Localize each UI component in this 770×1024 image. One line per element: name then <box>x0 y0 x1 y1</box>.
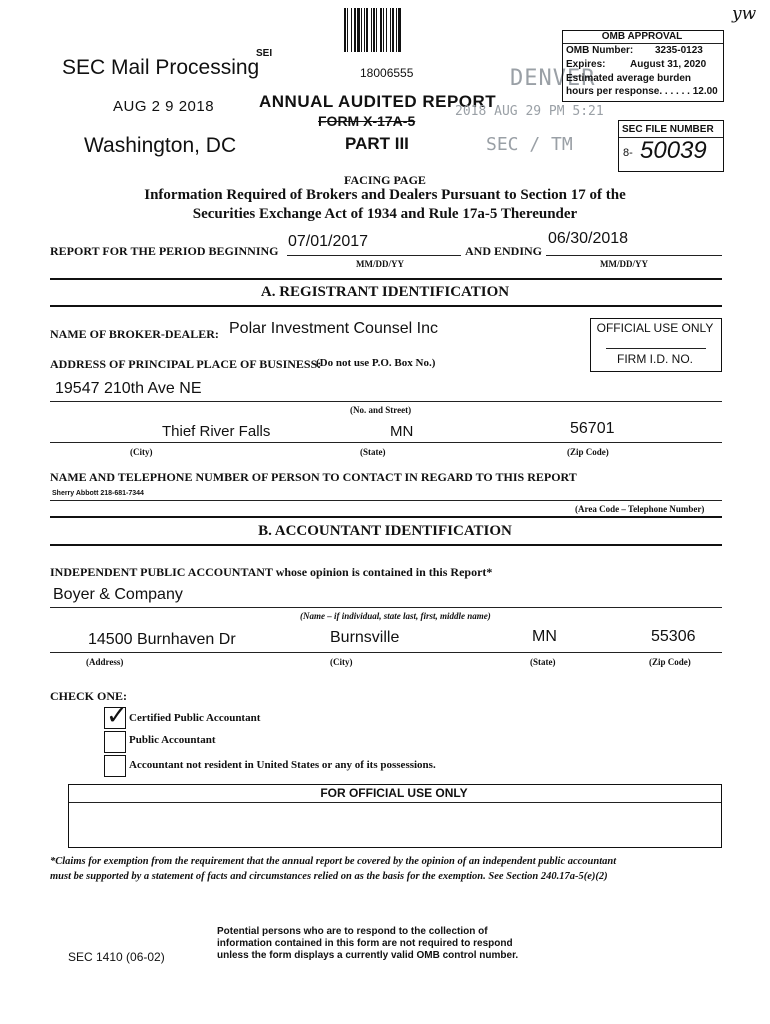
omb-notice <box>217 926 518 962</box>
period-begin-format: MM/DD/YY <box>356 259 404 269</box>
sec-fragment: SEI <box>256 48 273 59</box>
omb-notice-line1: Potential persons who are to respond to the collection of <box>217 926 488 937</box>
form-title-part: PART III <box>345 134 409 153</box>
barcode <box>344 8 432 52</box>
received-stamp-office: SEC / TM <box>486 134 573 155</box>
barcode-bar <box>361 8 362 52</box>
street-value: 19547 210th Ave NE <box>55 380 202 397</box>
accountant-value: Boyer & Company <box>53 586 183 603</box>
barcode-bar <box>357 8 360 52</box>
accountant-name-caption: (Name – if individual, state last, first, middle name) <box>300 611 491 621</box>
accountant-address-caption: (Address) <box>86 657 124 667</box>
sec-file-number: 50039 <box>640 137 707 164</box>
period-end-value: 06/30/2018 <box>548 230 629 247</box>
received-stamp-datetime: 2018 AUG 29 PM 5:21 <box>455 104 604 119</box>
checkbox-public-accountant[interactable] <box>104 731 126 753</box>
sec-file-label: SEC FILE NUMBER <box>622 124 714 135</box>
city-caption: (City) <box>130 447 153 457</box>
omb-number-value: 3235-0123 <box>655 45 703 56</box>
mail-stamp-title: SEC Mail Processing <box>62 56 260 79</box>
barcode-bar <box>392 8 394 52</box>
firm-id-label: FIRM I.D. NO. <box>617 352 693 366</box>
accountant-city-value: Burnsville <box>330 629 400 646</box>
omb-expires-value: August 31, 2020 <box>630 59 707 70</box>
mail-stamp-city: Washington, DC <box>84 134 237 157</box>
omb-notice-line2: information contained in this form are not required to respond <box>217 938 513 949</box>
form-title-line2: FORM X-17A-5 <box>318 113 416 129</box>
zip-value: 56701 <box>570 420 615 437</box>
info-required-line1: Information Required of Brokers and Dealers Pursuant to Section 17 of the <box>144 187 626 203</box>
accountant-address-value: 14500 Burnhaven Dr <box>88 631 236 648</box>
barcode-bar <box>398 8 401 52</box>
barcode-bar <box>371 8 372 52</box>
accountant-zip-caption: (Zip Code) <box>649 657 691 667</box>
mail-stamp-date: AUG 2 9 2018 <box>113 98 215 115</box>
omb-expires-label: Expires: <box>566 59 606 70</box>
state-caption: (State) <box>360 447 386 457</box>
state-value: MN <box>390 423 414 440</box>
barcode-number: 18006555 <box>360 66 414 80</box>
accountant-state-caption: (State) <box>530 657 556 667</box>
barcode-bar <box>396 8 397 52</box>
barcode-bar <box>373 8 375 52</box>
handwritten-initials: yw <box>732 4 757 24</box>
footnote-line1: *Claims for exemption from the requirement that the annual report be covered by the opinion of an independent public accountant <box>50 856 617 867</box>
official-use-label: OFFICIAL USE ONLY <box>596 321 714 335</box>
street-caption: (No. and Street) <box>350 405 412 415</box>
period-end-format: MM/DD/YY <box>600 259 648 269</box>
accountant-label: INDEPENDENT PUBLIC ACCOUNTANT whose opinion is contained in this Report* <box>50 565 493 579</box>
accountant-state-value: MN <box>532 628 557 645</box>
phone-caption: (Area Code – Telephone Number) <box>575 504 705 514</box>
broker-dealer-value: Polar Investment Counsel Inc <box>229 320 438 337</box>
accountant-city-caption: (City) <box>330 657 353 667</box>
address-label: ADDRESS OF PRINCIPAL PLACE OF BUSINESS: <box>50 357 322 371</box>
section-b-title: B. ACCOUNTANT IDENTIFICATION <box>258 523 512 539</box>
omb-burden-line1: Estimated average burden <box>566 73 692 84</box>
omb-title: OMB APPROVAL <box>601 31 683 42</box>
sec-file-prefix: 8- <box>623 147 633 159</box>
zip-caption: (Zip Code) <box>567 447 609 457</box>
sec-form-number: SEC 1410 (06-02) <box>68 950 165 964</box>
barcode-bar <box>347 8 348 52</box>
barcode-bar <box>364 8 365 52</box>
barcode-bar <box>390 8 391 52</box>
barcode-bar <box>380 8 382 52</box>
accountant-zip-value: 55306 <box>651 628 696 645</box>
barcode-bar <box>354 8 356 52</box>
option-certified-label: Certified Public Accountant <box>129 712 261 724</box>
check-mark-icon: ✓ <box>106 701 128 731</box>
broker-dealer-label: NAME OF BROKER-DEALER: <box>50 327 219 341</box>
checkbox-certified-public-accountant[interactable] <box>104 701 128 731</box>
contact-label: NAME AND TELEPHONE NUMBER OF PERSON TO CONTACT IN REGARD TO THIS REPORT <box>50 470 577 484</box>
checkbox-accountant-not-resident[interactable] <box>104 755 126 777</box>
barcode-bar <box>344 8 346 52</box>
option-public-label: Public Accountant <box>129 734 216 746</box>
period-begin-value: 07/01/2017 <box>288 233 369 250</box>
barcode-bar <box>351 8 352 52</box>
info-required-line2: Securities Exchange Act of 1934 and Rule 17a-5 Thereunder <box>192 206 578 222</box>
city-value: Thief River Falls <box>162 423 271 440</box>
facing-page-heading: FACING PAGE <box>344 173 426 187</box>
received-stamp-word: DENVER <box>510 66 596 91</box>
barcode-bar <box>383 8 384 52</box>
section-a-title: A. REGISTRANT IDENTIFICATION <box>260 284 510 300</box>
check-one-label: CHECK ONE: <box>50 689 128 703</box>
omb-number-label: OMB Number: <box>566 45 634 56</box>
period-end-label: AND ENDING <box>465 244 543 258</box>
barcode-bar <box>386 8 387 52</box>
footnote-line2: must be supported by a statement of facts and circumstances relied on as the basis for the exemption. See Section 240.17a-5(e)(2) <box>50 871 608 882</box>
barcode-bar <box>366 8 368 52</box>
omb-burden-line2: hours per response. . . . . . 12.00 <box>566 86 718 97</box>
option-not-resident-label: Accountant not resident in United States or any of its possessions. <box>129 759 436 771</box>
address-note: (Do not use P.O. Box No.) <box>316 357 436 369</box>
period-begin-label: REPORT FOR THE PERIOD BEGINNING <box>50 244 279 258</box>
omb-notice-line3: unless the form displays a currently valid OMB control number. <box>217 950 519 961</box>
contact-value: Sherry Abbott 218-681-7344 <box>52 490 144 497</box>
official-use-only-label: FOR OFFICIAL USE ONLY <box>320 786 468 800</box>
barcode-bar <box>376 8 377 52</box>
form-title-line1: ANNUAL AUDITED REPORT <box>259 92 497 111</box>
